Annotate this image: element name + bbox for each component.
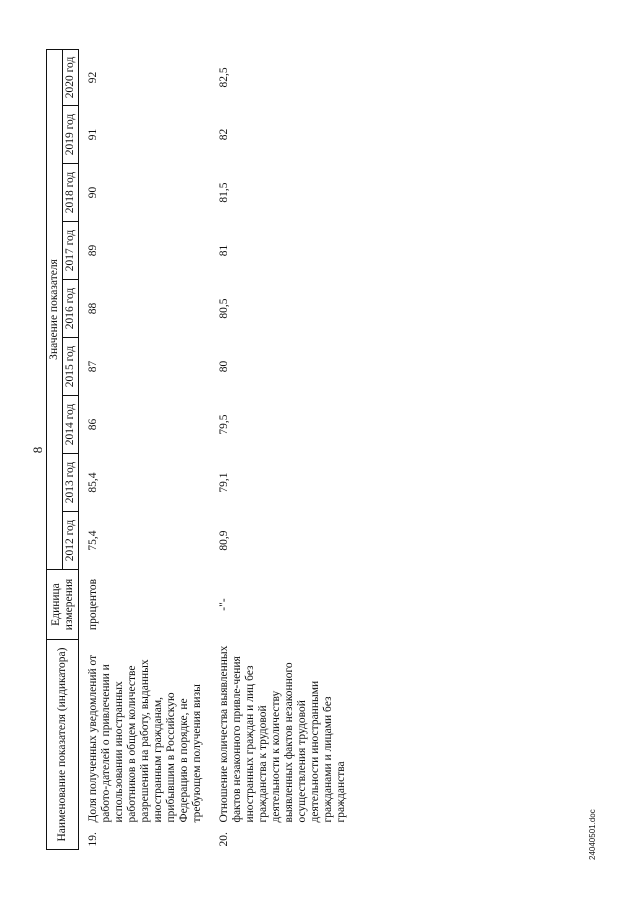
indicator-name: Отношение количества выявленных фактов незаконного привле-чения иностранных граждан и лиц без гражданства к трудовой деятельности к количеству выявленных фактов незаконного осуществления трудовой деятельности иностранными гражданами и лицами без гражданства bbox=[218, 645, 347, 823]
header-unit bbox=[47, 570, 79, 640]
indicator-value: 86 bbox=[87, 418, 99, 431]
header-year: 2013 год bbox=[63, 454, 79, 512]
document-page bbox=[20, 30, 580, 870]
header-year: 2019 год bbox=[63, 106, 79, 164]
indicator-value: 91 bbox=[87, 128, 99, 141]
indicator-value: 80,5 bbox=[218, 298, 230, 319]
header-year: 2018 год bbox=[63, 164, 79, 222]
table-row bbox=[204, 49, 348, 849]
row-number: 19. bbox=[87, 832, 99, 847]
indicator-unit: процентов bbox=[87, 578, 99, 631]
header-year: 2012 год bbox=[63, 512, 79, 570]
indicator-value: 90 bbox=[87, 186, 99, 199]
indicator-value: 82 bbox=[218, 128, 230, 141]
indicator-value: 79,5 bbox=[218, 414, 230, 435]
indicator-value: 87 bbox=[87, 360, 99, 373]
header-unit-line2: измерения bbox=[62, 578, 75, 631]
header-year: 2016 год bbox=[63, 280, 79, 338]
indicator-name: Доля полученных уведомлений от работо-дателей о привлечении и использовании иностранных работников в общем количестве разрешений на работу, выданных иностранным гражданам, прибывшим в Российскую Федерацию в порядке, не требующем получения визы bbox=[87, 654, 203, 823]
table-row bbox=[79, 49, 205, 849]
indicator-value: 82,5 bbox=[218, 67, 230, 88]
indicator-table bbox=[46, 49, 348, 850]
header-unit-line1: Единица bbox=[49, 583, 62, 626]
header-year: 2017 год bbox=[63, 222, 79, 280]
page-number: 8 bbox=[30, 446, 45, 454]
indicator-value: 81,5 bbox=[218, 182, 230, 203]
indicator-value: 75,4 bbox=[87, 530, 99, 551]
indicator-value: 79,1 bbox=[218, 472, 230, 493]
indicator-value: 92 bbox=[87, 71, 99, 84]
indicator-value: 85,4 bbox=[87, 472, 99, 493]
header-year: 2020 год bbox=[63, 49, 79, 105]
header-year: 2014 год bbox=[63, 396, 79, 454]
indicator-value: 88 bbox=[87, 302, 99, 315]
indicator-value: 81 bbox=[218, 244, 230, 257]
header-indicator-name: Наименование показателя (индикатора) bbox=[47, 640, 79, 850]
indicator-value: 89 bbox=[87, 244, 99, 257]
header-values-group: Значение показателя bbox=[47, 49, 63, 569]
indicator-unit: -"- bbox=[218, 598, 230, 611]
document-file-id: 24040501.doc bbox=[588, 809, 597, 860]
indicator-value: 80,9 bbox=[218, 530, 230, 551]
header-year: 2015 год bbox=[63, 338, 79, 396]
indicator-value: 80 bbox=[218, 360, 230, 373]
row-number: 20. bbox=[218, 832, 230, 847]
